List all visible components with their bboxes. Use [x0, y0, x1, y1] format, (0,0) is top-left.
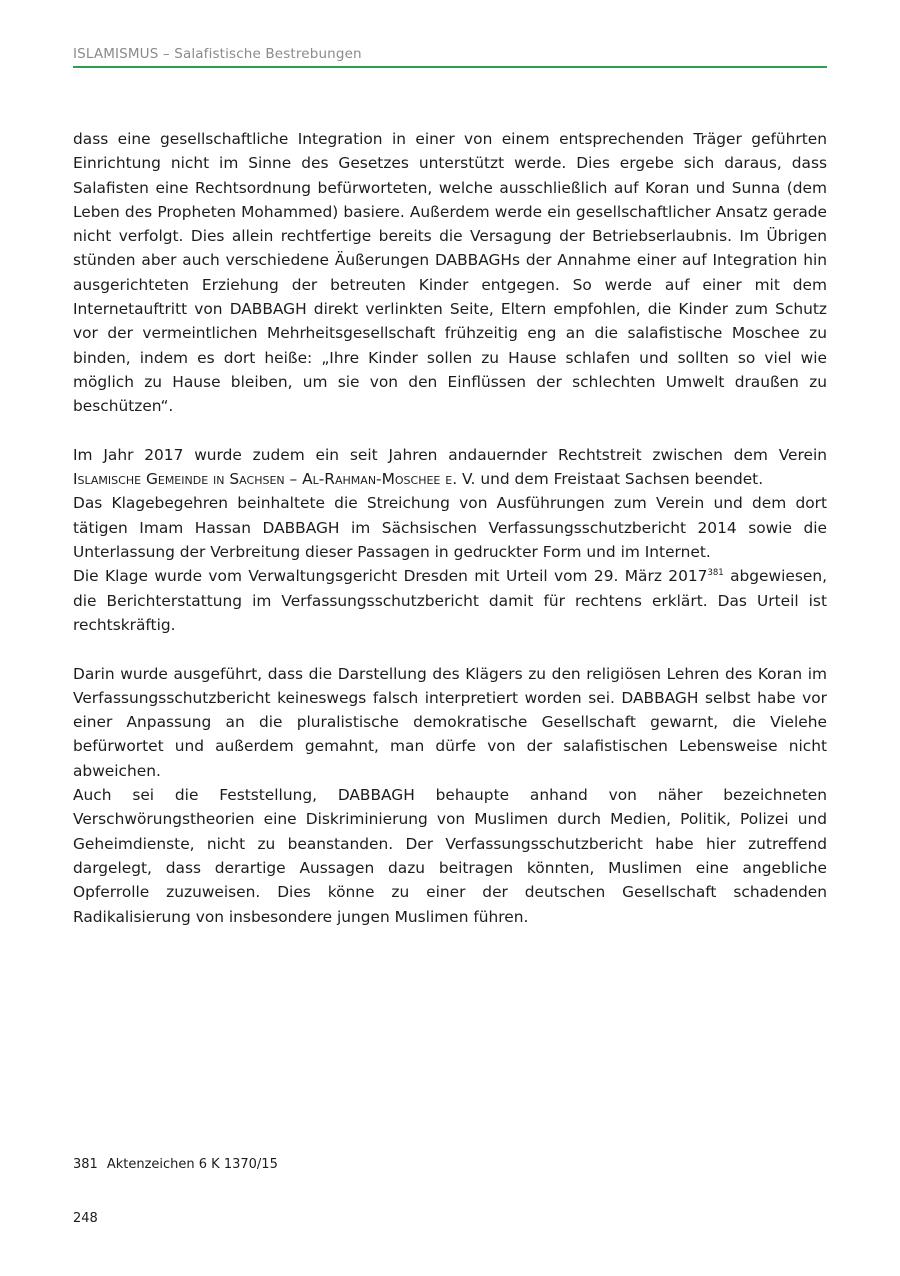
header-separator: –	[158, 46, 175, 62]
footnote-text: Aktenzeichen 6 K 1370/15	[106, 1157, 278, 1172]
main-text	[73, 127, 827, 929]
page-number: 248	[73, 1211, 98, 1226]
paragraph-3: Das Klagebegehren beinhaltete die Streichung von Ausführungen zum Verein und dem dort tätigen Imam Hassan DABBAGH im Sächsischen Verfassungsschutzbericht 2014 sowie die Unterlassung der Verbreitung dieser Passagen in gedruckter Form und im Internet.	[73, 494, 827, 562]
paragraph-5: Darin wurde ausgeführt, dass die Darstellung des Klägers zu den religiösen Lehren des Koran im Verfassungsschutzbericht keineswegs falsch interpretiert worden sei. DABBAGH selbst habe vor einer Anpassung an die pluralistische demokratische Gesellschaft gewarnt, die Vielehe befürwortet und außerdem gemahnt, man dürfe von der salafistischen Lebensweise nicht abweichen.	[73, 664, 827, 780]
paragraph-2	[73, 443, 827, 492]
footnote-reference[interactable]: 381	[707, 568, 724, 579]
paragraph-4-end: abgewiesen, die Berichterstattung im Verfassungsschutzbericht damit für rechtens erklärt. Das Urteil ist rechtskräftig.	[73, 567, 827, 634]
header-subtitle: Salafistische Bestrebungen	[174, 46, 362, 62]
paragraph-gap	[73, 637, 827, 661]
paragraph-gap	[73, 419, 827, 443]
organization-name: Islamische Gemeinde in Sachsen – Al-Rahman-Moschee e.	[73, 470, 458, 489]
running-header-text	[73, 46, 362, 62]
paragraph-4	[73, 564, 827, 637]
footnote	[73, 1157, 278, 1172]
paragraph-4-start: Die Klage wurde vom Verwaltungsgericht Dresden mit Urteil vom 29. März 2017	[73, 567, 708, 586]
running-header	[73, 44, 827, 68]
paragraph-1: dass eine gesellschaftliche Integration in einer von einem entsprechenden Träger geführten Einrichtung nicht im Sinne des Gesetzes unterstützt werde. Dies ergebe sich daraus, dass Salafisten eine Rechtsordnung befürworteten, welche ausschließlich auf Koran und Sunna (dem Leben des Propheten Mohammed) basiere. Außerdem werde ein gesellschaftlicher Ansatz gerade nicht verfolgt. Dies allein rechtfertige bereits die Versagung der Betriebserlaubnis. Im Übrigen stünden aber auch verschiedene Äußerungen DABBAGHs der Annahme einer auf Integration hin ausgerichteten Erziehung der betreuten Kinder entgegen. So werde auf einer mit dem Internetauftritt von DABBAGH direkt verlinkten Seite, Eltern empfohlen, die Kinder zum Schutz vor der vermeintlichen Mehrheitsgesellschaft frühzeitig eng an die salafistische Moschee zu binden, indem es dort heiße: „Ihre Kinder sollen zu Hause schlafen und sollten so viel wie möglich zu Hause bleiben, um sie von den Einflüssen der schlechten Umwelt draußen zu beschützen“.	[73, 130, 827, 416]
header-title: ISLAMISMUS	[73, 46, 159, 62]
paragraph-2-start: Im Jahr 2017 wurde zudem ein seit Jahren andauernder Rechtstreit zwischen dem Verein	[73, 445, 827, 464]
paragraph-2-end: V. und dem Freistaat Sachsen beendet.	[457, 470, 764, 489]
footnote-number: 381	[73, 1157, 98, 1172]
paragraph-6: Auch sei die Feststellung, DABBAGH behaupte anhand von näher bezeichneten Verschwörungstheorien eine Diskriminierung von Muslimen durch Medien, Politik, Polizei und Geheimdienste, nicht zu beanstanden. Der Verfassungsschutzbericht habe hier zutreffend dargelegt, dass derartige Aussagen dazu beitragen könnten, Muslimen eine angebliche Opferrolle zuzuweisen. Dies könne zu einer der deutschen Gesellschaft schadenden Radikalisierung von insbesondere jungen Muslimen führen.	[73, 786, 827, 926]
